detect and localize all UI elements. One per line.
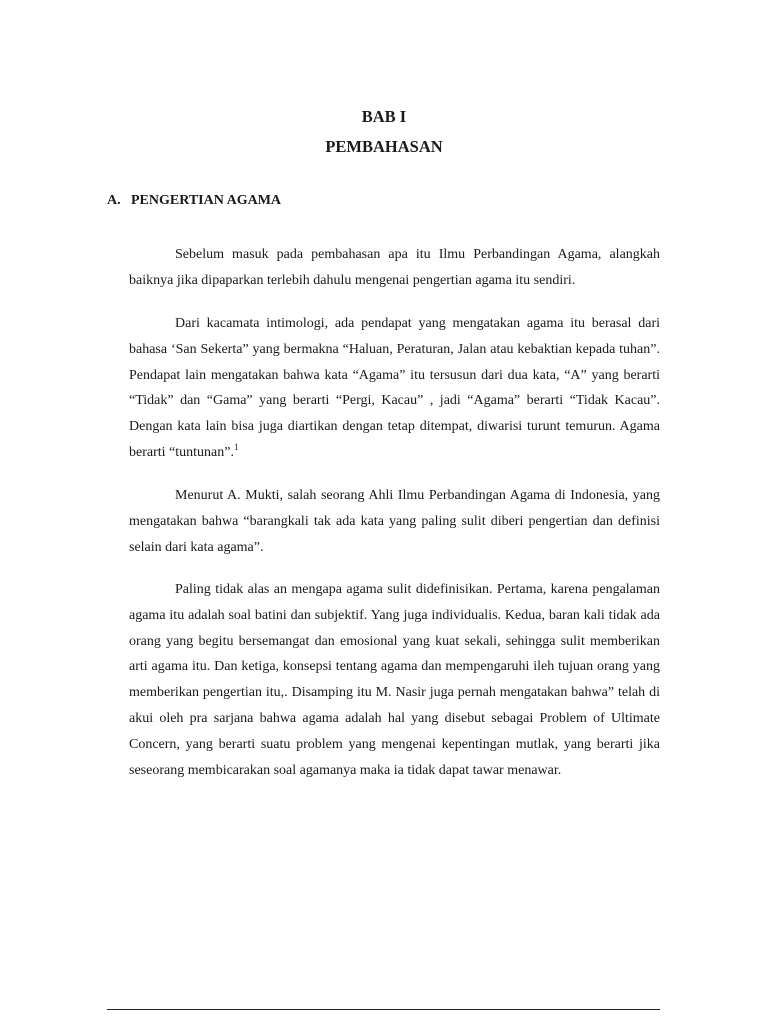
paragraph-mukti: Menurut A. Mukti, salah seorang Ahli Ilmu Perbandingan Agama di Indonesia, yang mengatakan bahwa “barangkali tak ada kata yang paling sulit diberi pengertian dan definisi selain dari kata agama”. xyxy=(129,488,660,555)
footnote-separator-line xyxy=(107,1009,660,1010)
chapter-title: PEMBAHASAN xyxy=(325,137,443,156)
section-marker: A. xyxy=(107,193,121,208)
paragraph-intro: Sebelum masuk pada pembahasan apa itu Ilmu Perbandingan Agama, alangkah baiknya jika dipaparkan terlebih dahulu mengenai pengertian agama itu sendiri. xyxy=(129,247,660,288)
paragraph-etymology-text: Dari kacamata intimologi, ada pendapat yang mengatakan agama itu berasal dari bahasa ‘San Sekerta” yang bermakna “Haluan, Peraturan, Jalan atau kebaktian kepada tuhan”. Pendapat lain mengatakan bahwa kata “Agama” itu tersusun dari dua kata, “A” yang berarti “Tidak” dan “Gama” yang berarti “Pergi, Kacau” , jadi “Agama” berarti “Tidak Kacau”. Dengan kata lain bisa juga diartikan dengan tetap ditempat, diwarisi turunt temurun. Agama berarti “tuntunan”. xyxy=(129,316,660,460)
section-title: PENGERTIAN AGAMA xyxy=(131,193,282,208)
footnote-reference[interactable]: 1 xyxy=(233,441,239,452)
chapter-number: BAB I xyxy=(361,107,407,126)
paragraph-definition-difficulty: Paling tidak alas an mengapa agama sulit didefinisikan. Pertama, karena pengalaman agama itu adalah soal batini dan subjektif. Yang juga individualis. Kedua, baran kali tidak ada orang yang begitu bersemangat dan emosional yang kuat sekali, sehingga sulit memberikan arti agama itu. Dan ketiga, konsepsi tentang agama dan mempengaruhi ileh tujuan orang yang memberikan pengertian itu,. Disamping itu M. Nasir juga pernah mengatakan bahwa” telah di akui oleh pra sarjana bahwa agama adalah hal yang disebut sebagai Problem of Ultimate Concern, yang berarti suatu problem yang mengenai kepentingan mutlak, yang berarti jika seseorang membicarakan soal agamanya maka ia tidak dapat tawar menawar. xyxy=(129,582,660,778)
paragraph-etymology xyxy=(129,311,660,466)
section-heading xyxy=(107,193,281,209)
